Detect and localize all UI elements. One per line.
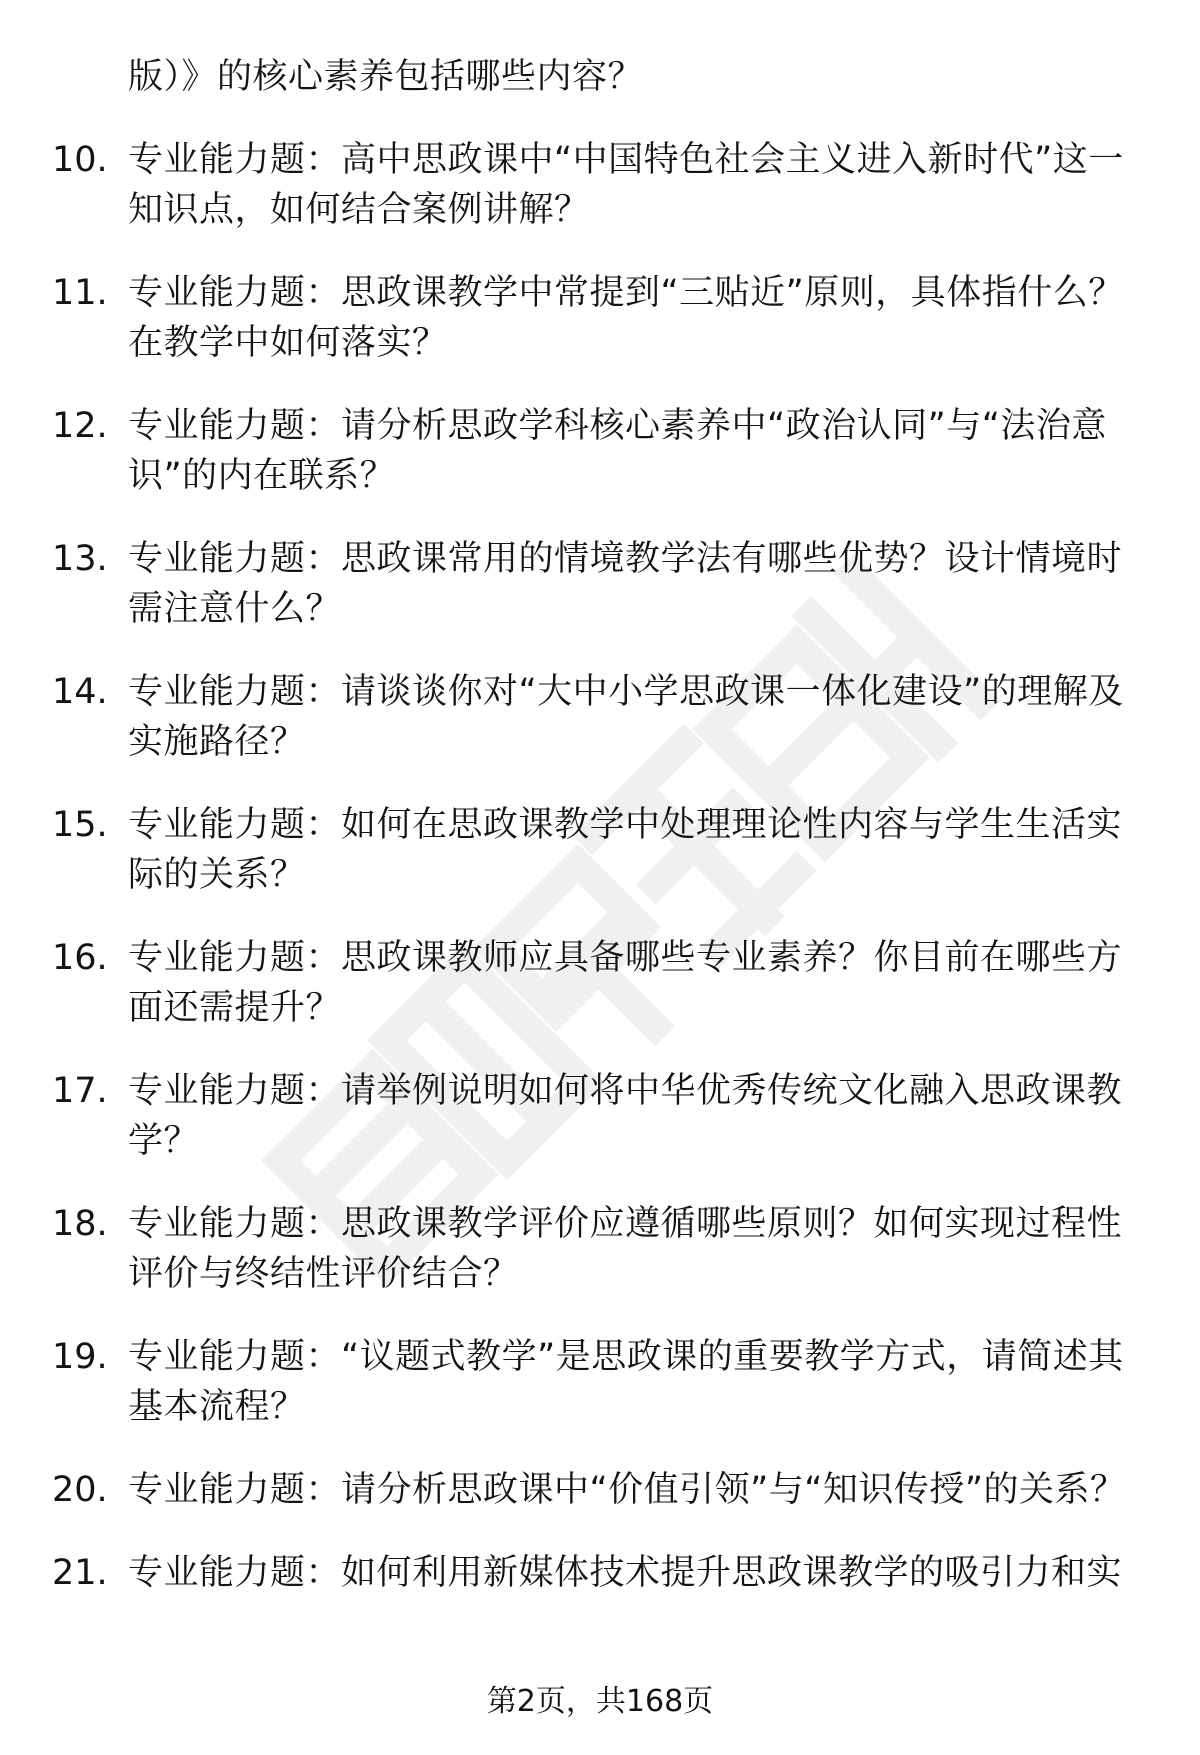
question-text: 版）》的核心素养包括哪些内容？	[128, 57, 644, 97]
question-text: 专业能力题：请分析思政课中“价值引领”与“知识传授”的关系？	[128, 1470, 1126, 1510]
question-text: 专业能力题：“议题式教学”是思政课的重要教学方式，请简述其基本流程？	[128, 1337, 1124, 1427]
question-list	[0, 52, 1200, 1631]
question-text: 专业能力题：请谈谈你对“大中小学思政课一体化建设”的理解及实施路径？	[128, 672, 1124, 762]
question-number: 18.	[52, 1204, 108, 1244]
question-number: 17.	[52, 1071, 108, 1111]
question-number: 12.	[52, 406, 108, 446]
list-item	[0, 135, 1200, 235]
list-item	[0, 52, 1200, 102]
question-number: 10.	[52, 140, 108, 180]
question-text: 专业能力题：思政课教学中常提到“三贴近”原则，具体指什么？在教学中如何落实？	[128, 273, 1124, 363]
question-text: 专业能力题：高中思政课中“中国特色社会主义进入新时代”这一知识点，如何结合案例讲解？	[128, 140, 1124, 230]
question-number: 11.	[52, 273, 108, 313]
question-text: 专业能力题：如何利用新媒体技术提升思政课教学的吸引力和实	[128, 1553, 1123, 1593]
question-number: 21.	[52, 1553, 108, 1593]
list-item	[0, 1066, 1200, 1166]
list-item	[0, 534, 1200, 634]
list-item	[0, 667, 1200, 767]
question-number: 20.	[52, 1470, 108, 1510]
list-item	[0, 800, 1200, 900]
question-text: 专业能力题：请分析思政学科核心素养中“政治认同”与“法治意识”的内在联系？	[128, 406, 1107, 496]
page-footer: 第2页，共168页	[486, 1684, 714, 1719]
list-item	[0, 1332, 1200, 1432]
list-item	[0, 268, 1200, 368]
question-text: 专业能力题：如何在思政课教学中处理理论性内容与学生生活实际的关系？	[128, 805, 1123, 895]
question-number: 16.	[52, 938, 108, 978]
question-number: 14.	[52, 672, 108, 712]
list-item	[0, 933, 1200, 1033]
list-item	[0, 401, 1200, 501]
question-text: 专业能力题：思政课常用的情境教学法有哪些优势？设计情境时需注意什么？	[128, 539, 1123, 629]
list-item	[0, 1548, 1200, 1598]
question-text: 专业能力题：思政课教师应具备哪些专业素养？你目前在哪些方面还需提升？	[128, 938, 1123, 1028]
question-number: 13.	[52, 539, 108, 579]
list-item	[0, 1465, 1200, 1515]
question-text: 专业能力题：思政课教学评价应遵循哪些原则？如何实现过程性评价与终结性评价结合？	[128, 1204, 1123, 1294]
question-number: 15.	[52, 805, 108, 845]
question-text: 专业能力题：请举例说明如何将中华优秀传统文化融入思政课教学？	[128, 1071, 1123, 1161]
list-item	[0, 1199, 1200, 1299]
question-number: 19.	[52, 1337, 108, 1377]
